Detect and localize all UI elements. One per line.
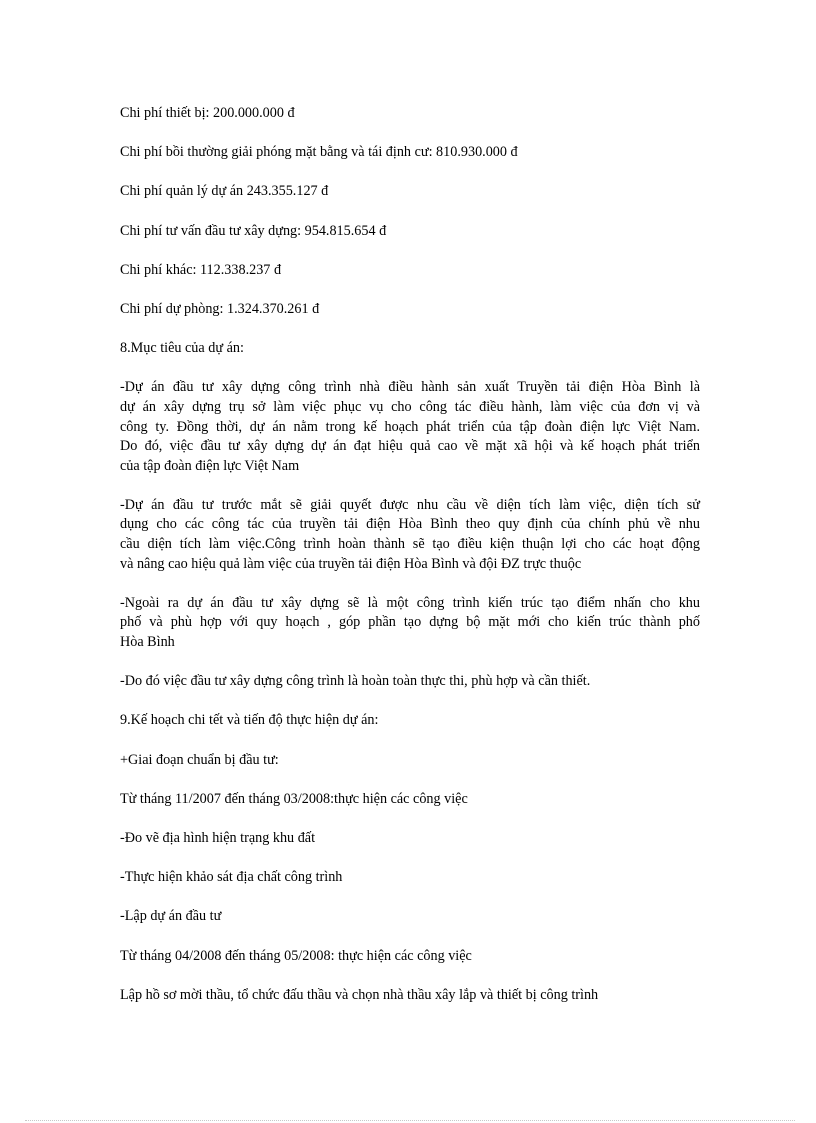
schedule-phase: +Giai đoạn chuẩn bị đầu tư: [120,751,279,768]
schedule-task-geology: -Thực hiện khảo sát địa chất công trình [120,869,343,886]
document-body [120,104,700,1025]
cost-consulting: Chi phí tư vấn đầu tư xây dựng: 954.815.654 đ [120,222,387,239]
objectives-heading: 8.Mục tiêu của dự án: [120,340,244,357]
page-bottom-divider [25,1120,795,1121]
paragraph-line: -Dự án đầu tư xây dựng công trình nhà điều hành sản xuất Truyền tải điện Hòa Bình là [120,379,700,396]
objectives-paragraph-3 [120,594,700,653]
schedule-task-survey: -Đo vẽ địa hình hiện trạng khu đất [120,829,316,846]
schedule-task-project: -Lập dự án đầu tư [120,908,222,925]
objectives-paragraph-1 [120,378,700,476]
cost-management: Chi phí quản lý dự án 243.355.127 đ [120,183,329,200]
paragraph-line: -Ngoài ra dự án đầu tư xây dựng sẽ là một công trình kiến trúc tạo điểm nhấn cho khu [120,594,700,611]
paragraph-line: Do đó, việc đầu tư xây dựng dự án đạt hiệu quả cao về mặt xã hội và kế hoạch phát triển [120,438,700,455]
paragraph-line: dự án xây dựng trụ sở làm việc phục vụ cho công tác điều hành, làm việc của đơn vị và [120,398,700,415]
cost-equipment: Chi phí thiết bị: 200.000.000 đ [120,105,295,121]
cost-other: Chi phí khác: 112.338.237 đ [120,261,282,278]
paragraph-line: của tập đoàn điện lực Việt Nam [120,457,300,474]
paragraph-line: công ty. Đồng thời, dự án nằm trong kế hoạch phát triển của tập đoàn điện lực Việt Nam. [120,418,700,435]
paragraph-line: và nâng cao hiệu quả làm việc của truyền tải điện Hòa Bình và đội ĐZ trực thuộc [120,555,582,572]
schedule-task-tender: Lập hồ sơ mời thầu, tổ chức đấu thầu và chọn nhà thầu xây lắp và thiết bị công trình [120,986,599,1003]
cost-contingency: Chi phí dự phòng: 1.324.370.261 đ [120,300,320,317]
objectives-paragraph-2 [120,496,700,574]
schedule-heading: 9.Kế hoạch chi tết và tiến độ thực hiện dự án: [120,712,379,729]
schedule-period-2: Từ tháng 04/2008 đến tháng 05/2008: thực hiện các công việc [120,947,472,964]
paragraph-line: cầu diện tích làm việc.Công trình hoàn thành sẽ tạo điều kiện thuận lợi cho các hoạt động [120,536,700,553]
paragraph-line: dụng cho các công tác của truyền tải điện Hòa Bình theo quy định của chính phủ về nhu [120,516,700,533]
paragraph-line: Hòa Bình [120,634,175,651]
cost-compensation: Chi phí bồi thường giải phóng mặt bằng và tái định cư: 810.930.000 đ [120,144,518,161]
paragraph-line: phố và phù hợp với quy hoạch , góp phần tạo dựng bộ mặt mới cho kiến trúc thành phố [120,614,700,631]
objectives-paragraph-4: -Do đó việc đầu tư xây dựng công trình là hoàn toàn thực thi, phù hợp và cần thiết. [120,673,591,690]
schedule-period-1: Từ tháng 11/2007 đến tháng 03/2008:thực hiện các công việc [120,790,468,807]
paragraph-line: -Dự án đầu tư trước mắt sẽ giải quyết được nhu cầu về diện tích làm việc, diện tích sử [120,496,700,513]
